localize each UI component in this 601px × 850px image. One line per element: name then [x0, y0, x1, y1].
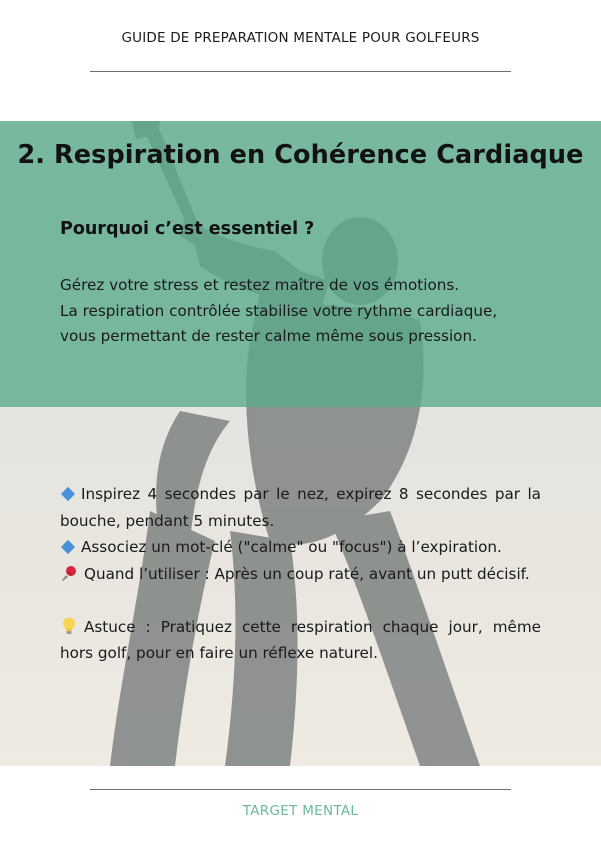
tip-text: Associez un mot-clé ("calme" ou "focus") à l’expiration. [81, 538, 502, 556]
blue-diamond-icon [61, 487, 75, 501]
tip-item [60, 481, 541, 534]
astuce-text: Astuce : Pratiquez cette respiration chaque jour, même hors golf, pour en faire un réflexe naturel. [60, 617, 541, 662]
tip-text: Inspirez 4 secondes par le nez, expirez 8 secondes par la bouche, pendant 5 minutes. [60, 485, 541, 530]
intro-line: La respiration contrôlée stabilise votre rythme cardiaque, [60, 301, 498, 320]
astuce-item [60, 614, 541, 667]
intro-line: Gérez votre stress et restez maître de vos émotions. [60, 276, 460, 294]
section-title: 2. Respiration en Cohérence Cardiaque [17, 140, 584, 170]
tip-text: Quand l’utiliser : Après un coup raté, avant un putt décisif. [84, 564, 530, 583]
blue-diamond-icon [61, 540, 75, 554]
footer-brand: TARGET MENTAL [242, 803, 359, 819]
subheading: Pourquoi c’est essentiel ? [60, 219, 315, 239]
tip-item [60, 534, 541, 561]
intro-line: vous permettant de rester calme même sous pression. [60, 327, 477, 345]
tip-item [60, 561, 541, 588]
light-bulb-icon [62, 617, 76, 635]
header-divider [90, 71, 511, 72]
footer-divider [90, 789, 511, 790]
intro-paragraph [60, 273, 550, 350]
pushpin-icon [60, 564, 78, 582]
header-title: GUIDE DE PREPARATION MENTALE POUR GOLFEURS [121, 30, 480, 46]
tips-list [60, 481, 541, 667]
